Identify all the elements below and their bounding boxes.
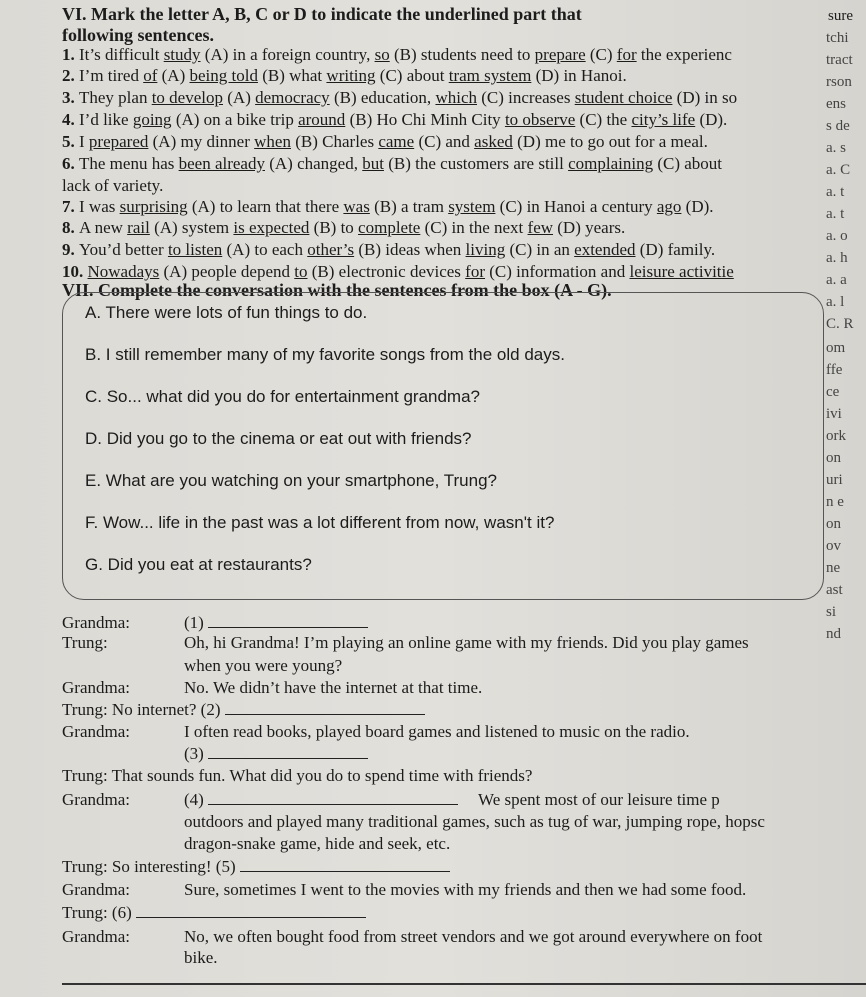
answer-blank[interactable] — [225, 700, 425, 715]
underlined-part: to observe — [504, 110, 576, 129]
conversation-line — [62, 790, 720, 810]
right-page-fragments — [826, 0, 866, 997]
sentence-text: (A) changed, — [264, 154, 363, 173]
option-c: C. So... what did you do for entertainment grandma? — [85, 387, 481, 406]
underlined-part: to listen — [167, 240, 223, 259]
sentence-text: (D) family. — [635, 240, 716, 259]
conversation-line — [62, 857, 450, 877]
right-page-fragment: si — [826, 604, 837, 620]
conversation-line — [62, 722, 690, 742]
conversation-line — [184, 744, 368, 764]
right-page-fragment: a. t — [826, 206, 845, 222]
sentence-text: (C) — [585, 45, 617, 64]
sentence-text: They plan — [79, 88, 152, 107]
sentence-text: (B) education, — [329, 88, 436, 107]
question-10 — [62, 262, 734, 282]
speaker: Grandma: — [62, 613, 130, 632]
sentence-text: It’s difficult — [79, 45, 164, 64]
dialogue-text: outdoors and played many traditional games, such as tug of war, jumping rope, hopsc — [184, 812, 765, 831]
right-page-fragment: ffe — [826, 362, 843, 378]
underlined-part: living — [465, 240, 506, 259]
right-page-fragment: n e — [826, 494, 844, 510]
option-b: B. I still remember many of my favorite songs from the old days. — [85, 345, 565, 364]
option-e: E. What are you watching on your smartphone, Trung? — [85, 471, 498, 490]
answer-blank[interactable] — [240, 857, 450, 872]
question-7 — [62, 197, 714, 217]
question-number: 10. — [62, 262, 88, 281]
question-number: 1. — [62, 45, 79, 64]
right-page-fragment: nd — [826, 626, 841, 642]
conversation-line — [184, 834, 450, 854]
dialogue-text: (4) — [184, 790, 209, 809]
conversation-line — [62, 678, 482, 698]
underlined-part: surprising — [119, 197, 188, 216]
sentence-text: (C) the — [575, 110, 632, 129]
right-page-fragment: on — [826, 450, 841, 466]
right-page-fragment: s de — [826, 118, 850, 134]
sentence-text: (B) students need to — [389, 45, 535, 64]
question-number: 4. — [62, 110, 79, 129]
answer-blank[interactable] — [136, 903, 366, 918]
sentence-text: lack of variety. — [62, 176, 164, 195]
sentence-text: (B) electronic devices — [307, 262, 466, 281]
dialogue-text: when you were young? — [184, 656, 343, 675]
sentence-text: (C) and — [414, 132, 475, 151]
speaker: Grandma: — [62, 880, 130, 899]
sentence-text: (B) Charles — [290, 132, 379, 151]
right-page-fragment: a. o — [826, 228, 848, 244]
conversation-line — [62, 903, 366, 923]
underlined-part: of — [143, 66, 158, 85]
right-page-fragment: rson — [826, 74, 852, 90]
right-page-fragment: a. C — [826, 162, 851, 178]
right-page-fragment: a. a — [826, 272, 847, 288]
question-number: 8. — [62, 218, 79, 237]
underlined-part: tram system — [448, 66, 532, 85]
underlined-part: being told — [189, 66, 258, 85]
answer-blank[interactable] — [208, 790, 458, 805]
option-a: A. There were lots of fun things to do. — [85, 303, 368, 322]
right-page-fragment: ov — [826, 538, 841, 554]
right-page-fragment: ne — [826, 560, 841, 576]
right-page-fragment: uri — [826, 472, 843, 488]
right-page-fragment: a. l — [826, 294, 845, 310]
right-page-fragment: on — [826, 516, 841, 532]
conversation-line — [184, 656, 342, 676]
option-f: F. Wow... life in the past was a lot different from now, wasn't it? — [85, 513, 555, 532]
sentence-text: I — [79, 132, 89, 151]
dialogue-text: dragon-snake game, hide and seek, etc. — [184, 834, 451, 853]
underlined-part: came — [378, 132, 415, 151]
underlined-part: student choice — [574, 88, 673, 107]
speaker: Trung: That sounds fun. What did you do to spend time with friends? — [62, 766, 533, 785]
sentence-text: The menu has — [79, 154, 179, 173]
sentence-text: (D) in so — [672, 88, 738, 107]
right-page-fragment: a. h — [826, 250, 848, 266]
sentence-text: (A) my dinner — [148, 132, 255, 151]
underlined-part: complete — [358, 218, 421, 237]
underlined-part: when — [254, 132, 291, 151]
underlined-part: around — [298, 110, 346, 129]
sentence-text: (B) ideas when — [354, 240, 466, 259]
sentence-text: (A) — [223, 88, 256, 107]
question-3 — [62, 88, 737, 108]
speaker: Trung: So interesting! (5) — [62, 857, 240, 876]
underlined-part: prepare — [534, 45, 586, 64]
underlined-part: leisure activitie — [629, 262, 734, 281]
sentence-text: I’d like — [79, 110, 133, 129]
underlined-part: to develop — [151, 88, 223, 107]
section-7-heading: VII. Complete the conversation with the sentences from the box (A - G). — [62, 280, 612, 300]
sentence-text: (C) in an — [505, 240, 575, 259]
right-page-fragment: tchi — [826, 30, 849, 46]
question-1 — [62, 45, 732, 65]
right-page-fragment: om — [826, 340, 846, 356]
question-cont — [62, 176, 163, 196]
section-6-heading-cont: following sentences. — [62, 25, 214, 45]
speaker: Trung: (6) — [62, 903, 136, 922]
sentence-text: (C) in the next — [420, 218, 528, 237]
sentence-text: (D) years. — [553, 218, 626, 237]
right-page-fragment: ork — [826, 428, 846, 444]
sentence-text: (B) to — [309, 218, 359, 237]
dialogue-text: Sure, sometimes I went to the movies with my friends and then we had some food. — [184, 880, 747, 899]
speaker: Grandma: — [62, 678, 130, 697]
speaker: Grandma: — [62, 790, 130, 809]
speaker: Grandma: — [62, 722, 130, 741]
underlined-part: few — [527, 218, 554, 237]
sentence-text: (C) information and — [485, 262, 630, 281]
question-number: 3. — [62, 88, 79, 107]
underlined-part: extended — [574, 240, 636, 259]
right-page-fragment: ast — [826, 582, 843, 598]
sentence-text: (A) system — [149, 218, 234, 237]
speaker: Grandma: — [62, 927, 130, 946]
conversation-line — [184, 948, 218, 968]
dialogue-text: Oh, hi Grandma! I’m playing an online game with my friends. Did you play games — [184, 633, 749, 652]
sentence-text: (D). — [695, 110, 728, 129]
underlined-part: was — [343, 197, 370, 216]
speaker: Trung: — [62, 633, 108, 652]
conversation-line — [62, 927, 762, 947]
underlined-part: been already — [178, 154, 265, 173]
answer-blank[interactable] — [208, 613, 368, 628]
right-page-fragment: tract — [826, 52, 853, 68]
sentence-text: (A) — [157, 66, 190, 85]
sentence-text: (D) in Hanoi. — [531, 66, 627, 85]
conversation-line — [62, 880, 746, 900]
underlined-part: so — [374, 45, 390, 64]
right-page-fragment: C. R — [826, 316, 854, 332]
underlined-part: rail — [127, 218, 150, 237]
underlined-part: going — [132, 110, 172, 129]
dialogue-text: bike. — [184, 948, 218, 967]
option-d: D. Did you go to the cinema or eat out with friends? — [85, 429, 472, 448]
sentence-text: (C) in Hanoi a century — [495, 197, 657, 216]
sentence-text: (D) me to go out for a meal. — [512, 132, 708, 151]
underlined-part: is expected — [233, 218, 310, 237]
question-8 — [62, 218, 625, 238]
conversation-line — [62, 633, 749, 653]
underlined-part: to — [294, 262, 308, 281]
top-right-fragment: sure — [828, 8, 853, 24]
right-page-fragment: a. t — [826, 184, 845, 200]
question-number: 7. — [62, 197, 79, 216]
underlined-part: which — [435, 88, 477, 107]
dialogue-text: No, we often bought food from street vendors and we got around everywhere on foot — [184, 927, 763, 946]
conversation-line — [184, 812, 765, 832]
underlined-part: for — [465, 262, 485, 281]
sentence-text: (A) to each — [222, 240, 308, 259]
underlined-part: study — [163, 45, 201, 64]
conversation-line — [62, 766, 532, 786]
question-number: 6. — [62, 154, 79, 173]
sentence-text: (B) Ho Chi Minh City — [345, 110, 505, 129]
dialogue-text: I often read books, played board games and listened to music on the radio. — [184, 722, 690, 741]
bottom-rule — [62, 983, 866, 985]
sentence-text: (D). — [681, 197, 714, 216]
question-9 — [62, 240, 715, 260]
underlined-part: system — [448, 197, 496, 216]
dialogue-text: (1) — [184, 613, 209, 632]
question-4 — [62, 110, 727, 130]
sentence-text: the experienc — [636, 45, 732, 64]
sentence-text: (B) a tram — [369, 197, 449, 216]
underlined-part: for — [616, 45, 637, 64]
conversation-line — [62, 700, 425, 720]
underlined-part: Nowadays — [87, 262, 160, 281]
sentence-text: (A) people depend — [159, 262, 295, 281]
section-6-heading: VI. Mark the letter A, B, C or D to indicate the underlined part that — [62, 4, 582, 24]
underlined-part: city’s life — [631, 110, 696, 129]
options-box — [62, 292, 824, 600]
underlined-part: writing — [326, 66, 376, 85]
right-page-fragment: ens — [826, 96, 846, 112]
option-g: G. Did you eat at restaurants? — [85, 555, 312, 574]
question-number: 9. — [62, 240, 79, 259]
question-6 — [62, 154, 722, 174]
sentence-text: (C) increases — [476, 88, 575, 107]
question-5 — [62, 132, 708, 152]
sentence-text: (A) on a bike trip — [171, 110, 299, 129]
question-number: 2. — [62, 66, 79, 85]
dialogue-text: (3) — [184, 744, 209, 763]
answer-blank[interactable] — [208, 744, 368, 759]
sentence-text: (A) to learn that there — [187, 197, 344, 216]
underlined-part: ago — [656, 197, 682, 216]
sentence-text: I was — [79, 197, 120, 216]
conversation-line — [62, 613, 368, 633]
underlined-part: but — [362, 154, 384, 173]
question-2 — [62, 66, 627, 86]
sentence-text: I’m tired — [79, 66, 144, 85]
question-number: 5. — [62, 132, 79, 151]
underlined-part: prepared — [88, 132, 149, 151]
speaker: Trung: No internet? (2) — [62, 700, 225, 719]
sentence-text: (A) in a foreign country, — [200, 45, 375, 64]
sentence-text: (B) the customers are still — [383, 154, 569, 173]
sentence-text: (C) about — [653, 154, 723, 173]
underlined-part: asked — [474, 132, 513, 151]
sentence-text: A new — [79, 218, 128, 237]
right-page-fragment: ce — [826, 384, 840, 400]
sentence-text: You’d better — [79, 240, 168, 259]
right-page-fragment: a. s — [826, 140, 846, 156]
underlined-part: complaining — [568, 154, 654, 173]
right-page-fragment: ivi — [826, 406, 842, 422]
underlined-part: other’s — [307, 240, 355, 259]
dialogue-text: We spent most of our leisure time p — [474, 790, 720, 809]
dialogue-text: No. We didn’t have the internet at that time. — [184, 678, 483, 697]
sentence-text: (B) what — [257, 66, 327, 85]
underlined-part: democracy — [255, 88, 330, 107]
sentence-text: (C) about — [375, 66, 449, 85]
